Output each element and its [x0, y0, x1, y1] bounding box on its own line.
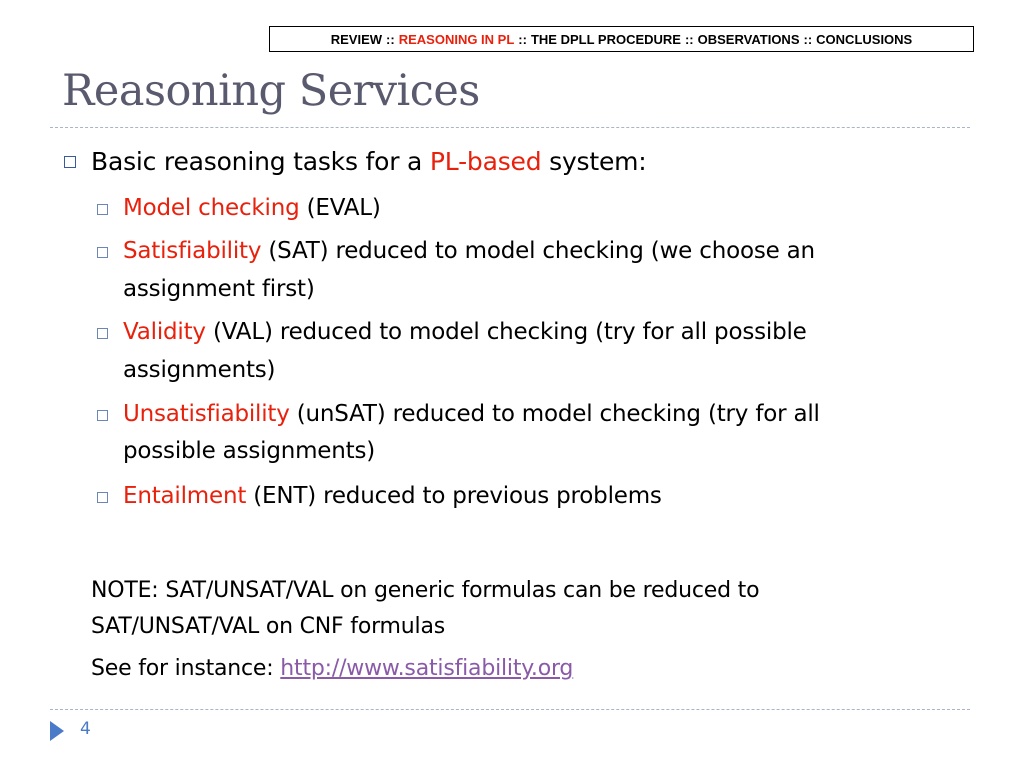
checkbox-bullet-icon — [64, 156, 76, 168]
note-line-1: NOTE: SAT/UNSAT/VAL on generic formulas can be reduced to — [91, 578, 760, 603]
sub-bullet-text: (EVAL) — [299, 195, 381, 221]
play-arrow-icon — [50, 721, 64, 741]
see-also-prefix: See for instance: — [91, 656, 281, 681]
checkbox-bullet-icon — [97, 328, 108, 339]
title-divider — [50, 127, 970, 128]
checkbox-bullet-icon — [97, 410, 108, 421]
sub-bullet-continuation: possible assignments) — [123, 438, 376, 464]
sub-bullet-entailment — [123, 483, 662, 509]
main-bullet-highlight: PL-based — [429, 147, 542, 176]
breadcrumb-separator: :: — [386, 31, 395, 47]
sub-bullet-unsatisfiability — [123, 401, 820, 427]
main-bullet — [91, 147, 647, 176]
checkbox-bullet-icon — [97, 247, 108, 258]
sub-bullet-satisfiability — [123, 238, 815, 264]
sub-bullet-validity — [123, 319, 807, 345]
note-line-2: SAT/UNSAT/VAL on CNF formulas — [91, 614, 445, 639]
breadcrumb-dpll-procedure: THE DPLL PROCEDURE — [530, 31, 681, 47]
term-unsatisfiability: Unsatisfiability — [123, 401, 290, 427]
breadcrumb-review: REVIEW — [330, 31, 383, 47]
breadcrumb-conclusions: CONCLUSIONS — [816, 31, 913, 47]
breadcrumb-separator: :: — [684, 31, 694, 47]
sub-bullet-model-checking — [123, 195, 381, 221]
sub-bullet-text: (unSAT) reduced to model checking (try for all — [289, 401, 820, 427]
satisfiability-link[interactable]: http://www.satisfiability.org — [280, 656, 574, 681]
breadcrumb-separator: :: — [518, 31, 527, 47]
breadcrumb-separator: :: — [803, 31, 813, 47]
slide-title: Reasoning Services — [62, 66, 480, 116]
term-model-checking: Model checking — [123, 195, 300, 221]
breadcrumb-reasoning-in-pl: REASONING IN PL — [398, 31, 515, 47]
main-bullet-suffix: system: — [541, 147, 647, 176]
sub-bullet-text: (ENT) reduced to previous problems — [246, 483, 662, 509]
sub-bullet-text: (VAL) reduced to model checking (try for all possible — [205, 319, 807, 345]
sub-bullet-text: (SAT) reduced to model checking (we choose an — [261, 238, 815, 264]
sub-bullet-continuation: assignment first) — [123, 276, 315, 302]
breadcrumb-observations: OBSERVATIONS — [697, 31, 800, 47]
sub-bullet-continuation: assignments) — [123, 357, 276, 383]
page-number: 4 — [80, 719, 91, 739]
checkbox-bullet-icon — [97, 204, 108, 215]
term-validity: Validity — [123, 319, 206, 345]
term-entailment: Entailment — [123, 483, 247, 509]
term-satisfiability: Satisfiability — [123, 238, 262, 264]
main-bullet-prefix: Basic reasoning tasks for a — [91, 147, 430, 176]
see-also-line — [91, 656, 573, 681]
footer-divider — [50, 709, 970, 710]
section-breadcrumb — [269, 26, 974, 52]
checkbox-bullet-icon — [97, 492, 108, 503]
